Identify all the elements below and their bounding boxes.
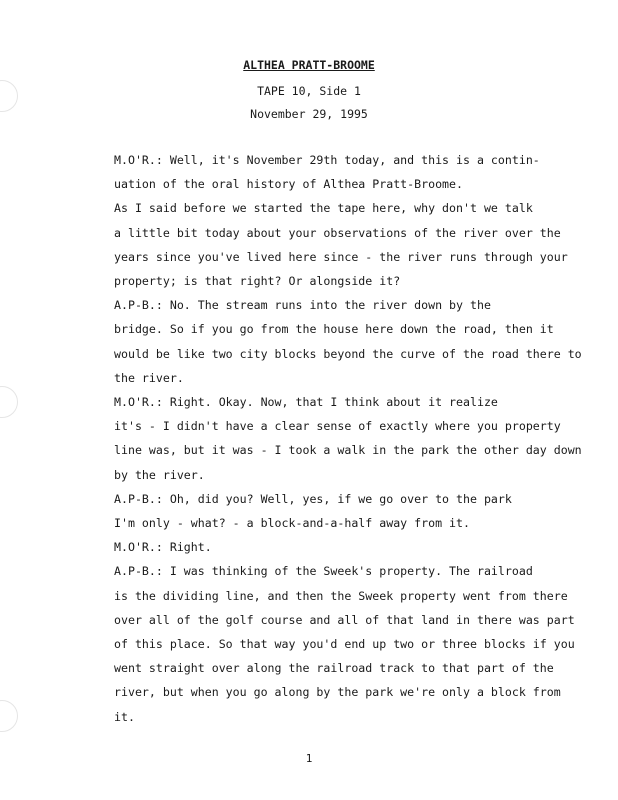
transcript-line: went straight over along the railroad track to that part of the [114, 661, 554, 676]
transcript-paragraph [74, 148, 554, 196]
transcript-line: years since you've lived here since - the river runs through your [114, 249, 568, 264]
transcript-line: it's - I didn't have a clear sense of exactly where you property [114, 419, 561, 434]
transcript-line: a little bit today about your observations of the river over the [114, 225, 561, 240]
transcript-title: ALTHEA PRATT-BROOME [243, 58, 375, 72]
page-number: 1 [305, 752, 313, 765]
transcript-paragraph [74, 487, 554, 535]
transcript-line: A.P-B.: I was thinking of the Sweek's property. The railroad [114, 564, 533, 579]
transcript-line: by the river. [114, 467, 205, 482]
transcript-line: the river. [114, 370, 184, 385]
transcript-line: of this place. So that way you'd end up two or three blocks if you [114, 637, 575, 652]
transcript-paragraph [74, 535, 554, 559]
transcript-line: M.O'R.: Right. [114, 540, 212, 555]
transcript-line: As I said before we started the tape here, why don't we talk [114, 201, 533, 216]
transcript-line: A.P-B.: No. The stream runs into the river down by the [114, 298, 491, 313]
transcript-paragraph [74, 390, 582, 487]
transcript-body [74, 148, 582, 729]
transcript-line: property; is that right? Or alongside it? [114, 274, 401, 289]
transcript-line: river, but when you go along by the park we're only a block from [114, 685, 561, 700]
transcript-paragraph [74, 559, 575, 728]
transcript-line: line was, but it was - I took a walk in the park the other day down [114, 443, 582, 458]
punch-hole-bottom [0, 700, 18, 732]
punch-hole-middle [0, 386, 18, 418]
transcript-line: would be like two city blocks beyond the curve of the road there to [114, 346, 582, 361]
transcript-line: is the dividing line, and then the Sweek property went from there [114, 588, 568, 603]
transcript-line: bridge. So if you go from the house here down the road, then it [114, 322, 554, 337]
transcript-line: it. [114, 709, 135, 724]
transcript-line: M.O'R.: Well, it's November 29th today, and this is a contin- [114, 153, 540, 167]
transcript-paragraph [74, 293, 582, 390]
transcript-line: I'm only - what? - a block-and-a-half away from it. [114, 516, 470, 531]
transcript-line: over all of the golf course and all of that land in there was part [114, 612, 575, 627]
transcript-line: uation of the oral history of Althea Pratt-Broome. [114, 177, 464, 192]
transcript-line: A.P-B.: Oh, did you? Well, yes, if we go over to the park [114, 491, 512, 506]
transcript-paragraph [74, 196, 568, 293]
transcript-line: M.O'R.: Right. Okay. Now, that I think about it realize [114, 395, 498, 410]
tape-label: TAPE 10, Side 1 [257, 84, 361, 98]
transcript-date: November 29, 1995 [250, 107, 368, 121]
